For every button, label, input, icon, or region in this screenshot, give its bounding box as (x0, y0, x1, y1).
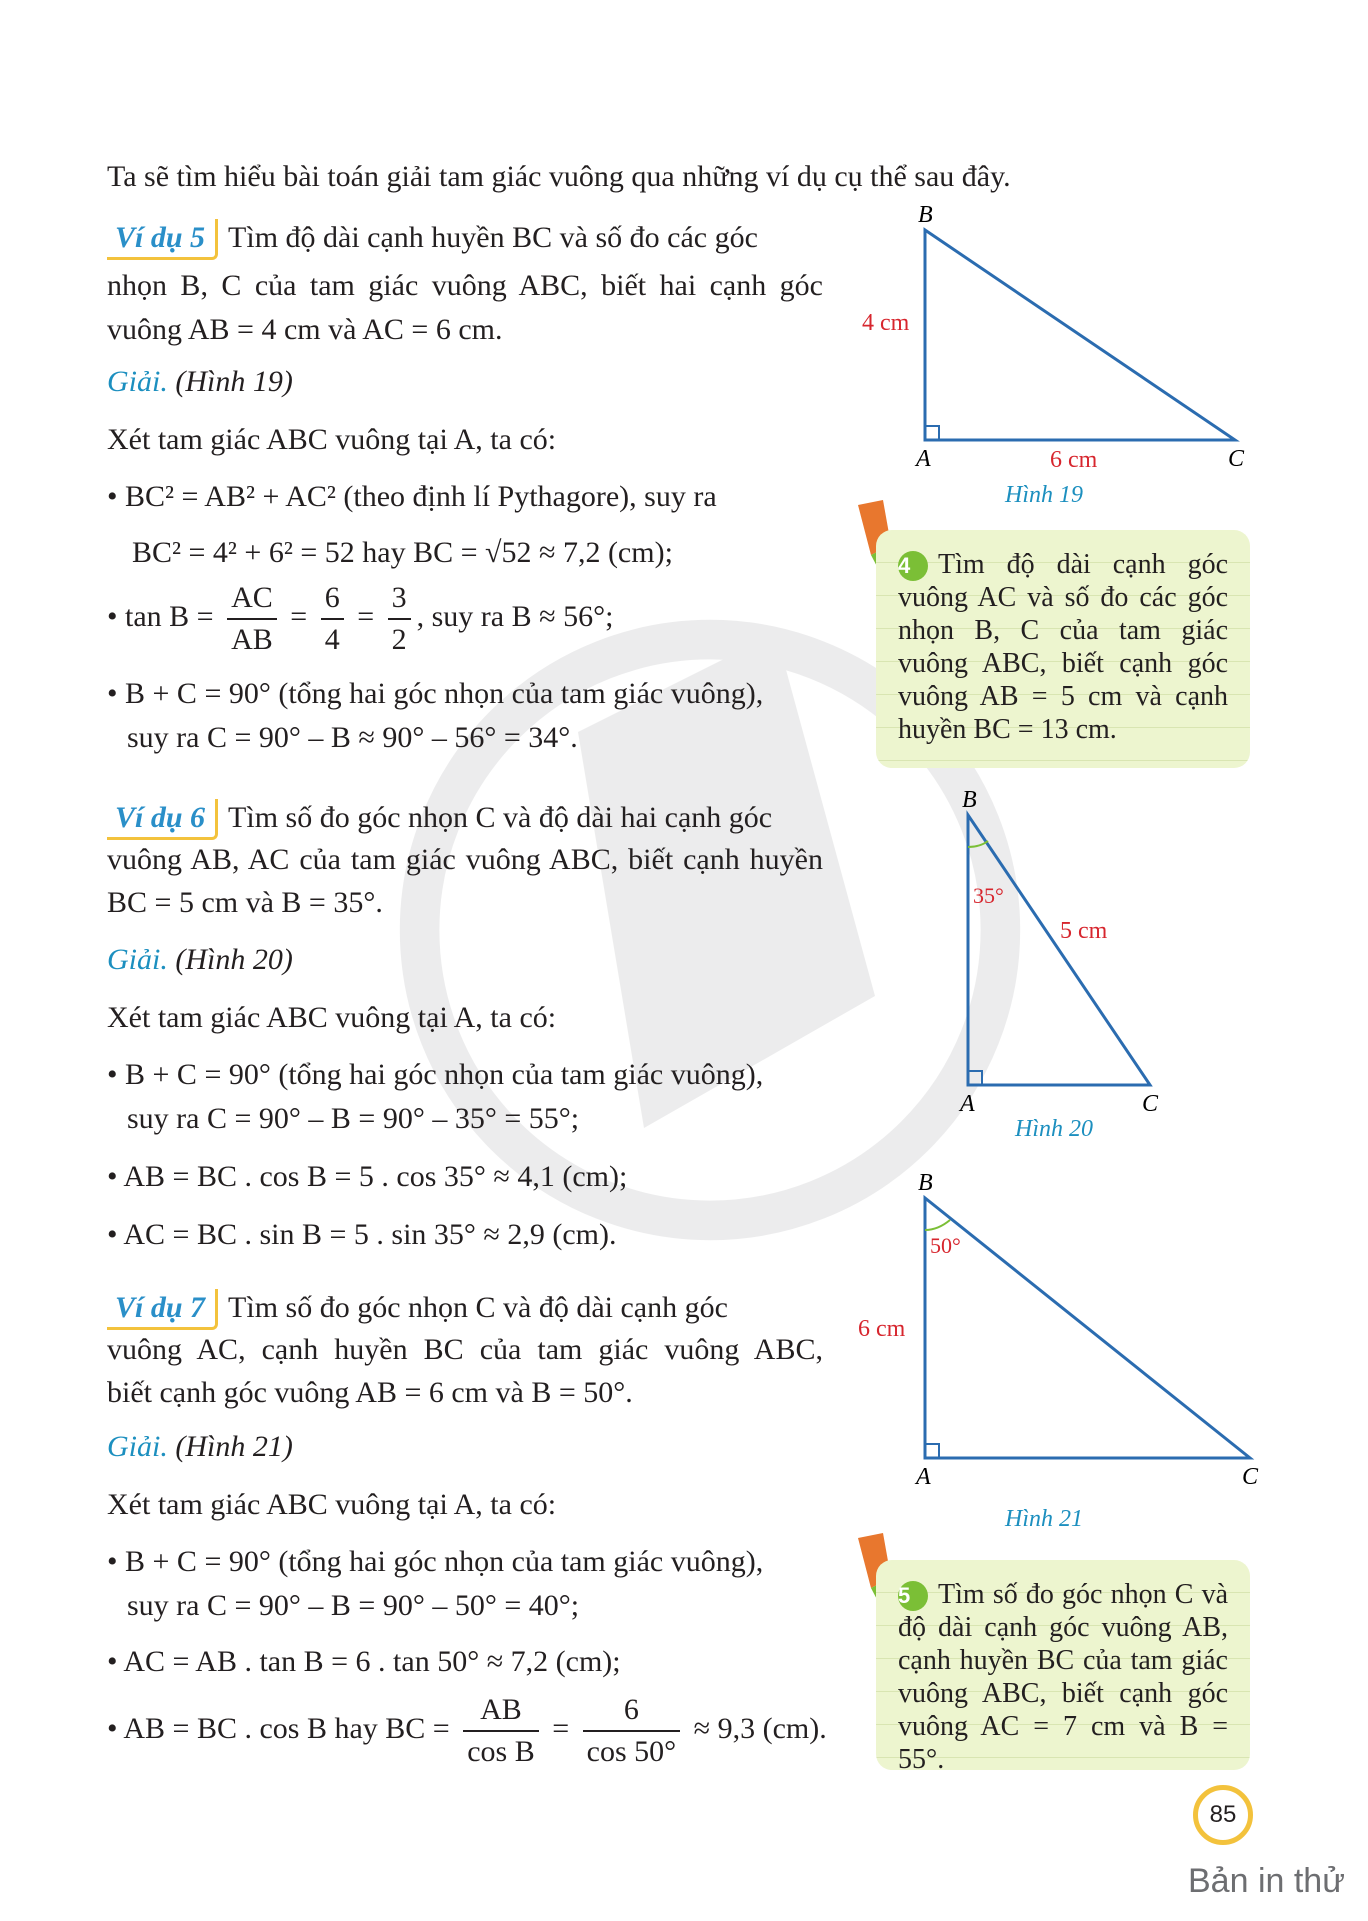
figure-19 (850, 200, 1270, 510)
example-7-step-3: • AC = AB . tan B = 6 . tan 50° ≈ 7,2 (cm); (107, 1645, 621, 1678)
vertex-c: C (1228, 446, 1245, 472)
example-6-line-1: Ví dụ 6 Tìm số đo góc nhọn C và độ dài hai cạnh góc (107, 796, 823, 840)
fraction-3-2: $\frac{3}{2}$ (388, 578, 411, 660)
example-7-line-3: biết cạnh góc vuông AB = 6 cm và B = 50°. (107, 1376, 633, 1409)
example-6-step-1: • B + C = 90° (tổng hai góc nhọn của tam giác vuông), (107, 1058, 764, 1091)
example-7-xet: Xét tam giác ABC vuông tại A, ta có: (107, 1488, 557, 1521)
example-6-line-2: vuông AB, AC của tam giác vuông ABC, biết cạnh huyền (107, 843, 823, 876)
right-angle-mark (968, 1071, 982, 1085)
example-6-line-3: BC = 5 cm và B = 35°. (107, 886, 383, 919)
label-ab: 4 cm (862, 310, 910, 336)
vertex-b: B (918, 202, 933, 228)
example-6-solution-heading: Giải. (Hình 20) (107, 943, 293, 976)
angle-arc (925, 1220, 950, 1230)
activity-box-4 (876, 530, 1250, 768)
example-5-line-1: Ví dụ 5 Tìm độ dài cạnh huyền BC và số đo các góc (107, 216, 823, 260)
activity-5-number: 5 (898, 1581, 928, 1611)
example-5-line-3: vuông AB = 4 cm và AC = 6 cm. (107, 313, 503, 346)
figure-21 (850, 1168, 1270, 1540)
vertex-b: B (918, 1170, 933, 1196)
example-5-xet: Xét tam giác ABC vuông tại A, ta có: (107, 423, 557, 456)
vertex-a: A (916, 1464, 931, 1490)
example-5-step-2: BC² = 4² + 6² = 52 hay BC = √52 ≈ 7,2 (cm); (132, 536, 673, 569)
caption-21: Hình 21 (1005, 1506, 1083, 1532)
label-ab: 6 cm (858, 1316, 906, 1342)
example-5-label: Ví dụ 5 (107, 219, 218, 260)
fraction-6-4: $\frac{6}{4}$ (321, 578, 344, 660)
label-angle: 50° (930, 1233, 961, 1258)
triangle-20 (968, 815, 1150, 1085)
figure-20 (920, 785, 1220, 1142)
caption-19: Hình 19 (1005, 482, 1083, 508)
example-7-line-2: vuông AC, cạnh huyền BC của tam giác vuông ABC, (107, 1333, 823, 1366)
page-number: 85 (1193, 1785, 1253, 1845)
footer-draft-label: Bản in thử (1188, 1862, 1345, 1900)
example-5-step-1: • BC² = AB² + AC² (theo định lí Pythagore), suy ra (107, 480, 717, 513)
vertex-b: B (962, 787, 977, 813)
activity-box-5 (876, 1560, 1250, 1775)
example-5-step-5: suy ra C = 90° – B ≈ 90° – 56° = 34°. (127, 721, 578, 754)
fraction-ac-ab: $\frac{AC}{AB}$ (227, 578, 277, 660)
triangle-21 (925, 1198, 1250, 1458)
right-angle-mark (925, 426, 939, 440)
vertex-c: C (1142, 1091, 1159, 1117)
vertex-a: A (916, 446, 931, 472)
activity-4-text: 4 Tìm độ dài cạnh góc vuông AC và số đo các góc nhọn B, C của tam giác vuông ABC, biết cạnh góc vuông AB = 5 cm và cạnh huyền BC = 13 cm. (898, 549, 1228, 745)
triangle-19 (925, 230, 1235, 440)
vertex-c: C (1242, 1464, 1259, 1490)
example-6-step-4: • AC = BC . sin B = 5 . sin 35° ≈ 2,9 (cm). (107, 1218, 617, 1251)
label-bc: 5 cm (1060, 918, 1108, 944)
example-6-label: Ví dụ 6 (107, 799, 218, 840)
example-7-step-2: suy ra C = 90° – B = 90° – 50° = 40°; (127, 1589, 580, 1622)
example-7-step-4: • AB = BC . cos B hay BC = $\frac{AB}{\text{cos B}}$ = $\frac{6}{\cos 50^\circ}$ ≈ 9,3 (cm). (107, 1690, 827, 1772)
right-angle-mark (925, 1444, 939, 1458)
caption-20: Hình 20 (1015, 1116, 1093, 1142)
activity-4-number: 4 (898, 551, 928, 581)
example-5-step-4: • B + C = 90° (tổng hai góc nhọn của tam giác vuông), (107, 677, 764, 710)
intro-text: Ta sẽ tìm hiểu bài toán giải tam giác vuông qua những ví dụ cụ thể sau đây. (107, 160, 1011, 193)
label-angle: 35° (973, 883, 1004, 908)
angle-arc (968, 841, 988, 847)
example-5-step-3: • tan B = $\frac{AC}{AB}$ = $\frac{6}{4}$ = $\frac{3}{2}$ , suy ra B ≈ 56°; (107, 578, 613, 660)
vertex-a: A (960, 1091, 975, 1117)
example-7-label: Ví dụ 7 (107, 1289, 218, 1330)
example-7-step-1: • B + C = 90° (tổng hai góc nhọn của tam giác vuông), (107, 1545, 764, 1578)
activity-5-text: 5 Tìm số đo góc nhọn C và độ dài cạnh góc vuông AB, cạnh huyền BC của tam giác vuông ABC, biết cạnh góc vuông AC = 7 cm và B = 55°. (898, 1579, 1228, 1775)
fraction-ab-cosb: $\frac{AB}{\text{cos B}}$ (463, 1690, 539, 1772)
example-6-xet: Xét tam giác ABC vuông tại A, ta có: (107, 1001, 557, 1034)
example-7-solution-heading: Giải. (Hình 21) (107, 1430, 293, 1463)
fraction-6-cos50: $\frac{6}{\cos 50^\circ}$ (583, 1690, 681, 1772)
example-5-line-2: nhọn B, C của tam giác vuông ABC, biết hai cạnh góc (107, 269, 823, 302)
example-6-step-3: • AB = BC . cos B = 5 . cos 35° ≈ 4,1 (cm); (107, 1160, 628, 1193)
example-6-step-2: suy ra C = 90° – B = 90° – 35° = 55°; (127, 1102, 580, 1135)
example-7-line-1: Ví dụ 7 Tìm số đo góc nhọn C và độ dài cạnh góc (107, 1286, 823, 1330)
example-5-solution-heading: Giải. (Hình 19) (107, 365, 293, 398)
label-ac: 6 cm (1050, 447, 1098, 473)
